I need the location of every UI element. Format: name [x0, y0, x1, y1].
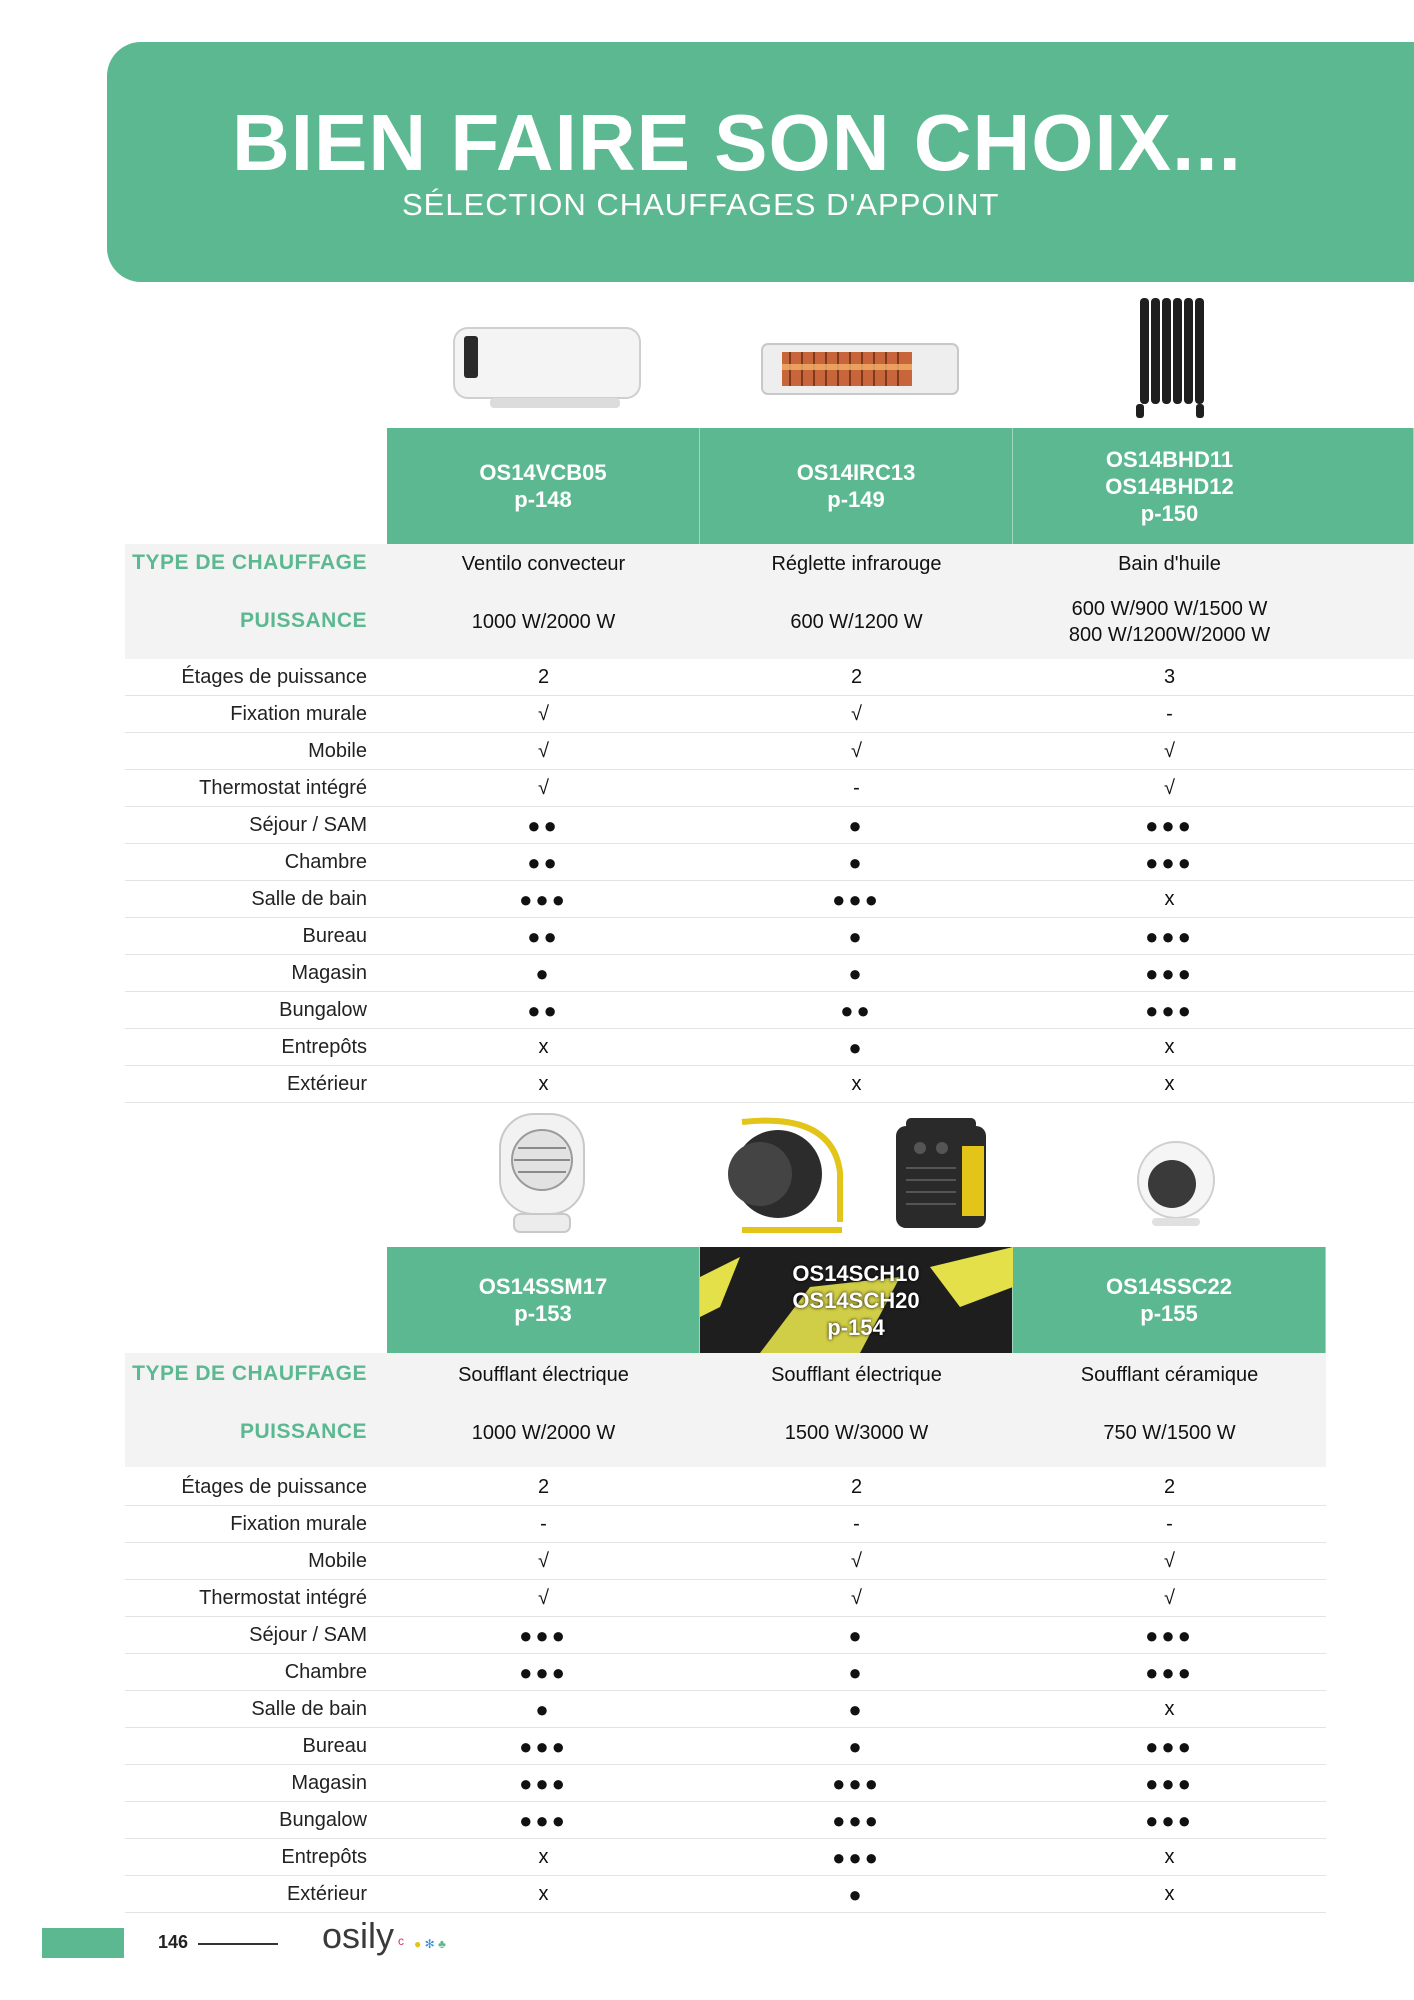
row-value: ●●● — [1145, 1623, 1194, 1648]
product-header-cell — [1013, 428, 1414, 544]
product-page: p-154 — [827, 1314, 885, 1340]
row-value: √ — [851, 703, 862, 725]
row-label: Bungalow — [279, 1809, 367, 1831]
row-label: Magasin — [291, 1772, 367, 1794]
type-label: TYPE DE CHAUFFAGE — [132, 1362, 367, 1385]
product-code: OS14SSC22 — [1106, 1274, 1232, 1299]
ceramic-heater-image — [1134, 1138, 1218, 1228]
row-value: x — [1164, 888, 1175, 910]
table-row — [125, 1506, 1326, 1543]
product-code: OS14IRC13 — [796, 460, 916, 485]
row-value: ● — [848, 1697, 865, 1722]
row-value: x — [1164, 1883, 1175, 1905]
row-value: ●● — [527, 813, 560, 838]
row-value: ● — [848, 813, 865, 838]
product-header-row — [0, 1247, 1414, 1353]
table-row — [125, 992, 1414, 1029]
row-value: x — [1164, 1698, 1175, 1720]
row-label: Extérieur — [286, 1883, 367, 1905]
row-value: x — [538, 1846, 549, 1868]
row-value: ●●● — [519, 1734, 568, 1759]
row-value: √ — [1164, 740, 1175, 762]
table-row — [125, 659, 1414, 696]
row-value: √ — [851, 1550, 862, 1572]
row-value: ●●● — [1145, 924, 1194, 949]
infrared-strip-heater-image — [760, 338, 960, 400]
row-value: ●●● — [1145, 1771, 1194, 1796]
row-value: x — [1164, 1846, 1175, 1868]
row-value: √ — [538, 740, 549, 762]
row-value: ●●● — [1145, 813, 1194, 838]
table-row — [125, 1617, 1326, 1654]
product-code: OS14SCH10 OS14SCH20 — [792, 1260, 920, 1313]
row-value: ● — [848, 1734, 865, 1759]
row-label: Thermostat intégré — [199, 1587, 367, 1609]
table-row — [125, 1580, 1326, 1617]
type-value: Bain d'huile — [1118, 553, 1221, 575]
row-value: ●●● — [519, 887, 568, 912]
product-header-cell — [387, 1247, 700, 1353]
table-row — [125, 1765, 1326, 1802]
row-label: Bungalow — [279, 999, 367, 1021]
row-value: √ — [538, 1587, 549, 1609]
table-row — [125, 1066, 1414, 1103]
brand-logo-decoration: ● ✻ ♣ — [414, 1937, 446, 1951]
row-label: Thermostat intégré — [199, 777, 367, 799]
power-value: 1000 W/2000 W — [471, 1422, 616, 1444]
row-label: Magasin — [291, 962, 367, 984]
type-label: TYPE DE CHAUFFAGE — [132, 551, 367, 574]
power-value: 600 W/900 W/1500 W 800 W/1200W/2000 W — [1068, 598, 1271, 646]
row-value: ●●● — [519, 1808, 568, 1833]
table-row — [125, 770, 1414, 807]
oil-radiator-image — [1132, 292, 1208, 424]
table-row — [125, 1839, 1326, 1876]
wall-fan-heater-image — [450, 320, 646, 410]
row-value: ●●● — [832, 1808, 881, 1833]
row-value: √ — [851, 740, 862, 762]
row-value: 2 — [537, 1476, 550, 1498]
row-value: ● — [848, 1035, 865, 1060]
row-value: ● — [848, 1660, 865, 1685]
footer-accent-bar — [42, 1928, 124, 1958]
row-label: Séjour / SAM — [249, 814, 367, 836]
row-label: Chambre — [284, 1661, 367, 1683]
row-value: 2 — [850, 1476, 863, 1498]
row-value: √ — [538, 777, 549, 799]
row-label: Bureau — [302, 1735, 367, 1757]
product-header-cell — [700, 428, 1013, 544]
row-value: ● — [848, 850, 865, 875]
row-value: - — [853, 777, 860, 799]
row-label: Entrepôts — [281, 1036, 367, 1058]
product-header-cell — [1013, 1247, 1326, 1353]
type-value: Réglette infrarouge — [771, 553, 942, 575]
row-label: Étages de puissance — [181, 1476, 367, 1498]
row-value: ●● — [527, 998, 560, 1023]
row-value: 3 — [1163, 666, 1176, 688]
row-label: Entrepôts — [281, 1846, 367, 1868]
page-number: 146 — [158, 1932, 189, 1952]
industrial-box-heater-image — [892, 1116, 990, 1232]
table-row — [125, 1876, 1326, 1913]
row-value: ● — [535, 961, 552, 986]
table-row — [125, 696, 1414, 733]
row-value: √ — [538, 703, 549, 725]
row-value: √ — [851, 1587, 862, 1609]
row-value: ● — [848, 1882, 865, 1907]
table-row — [125, 844, 1414, 881]
power-value: 1500 W/3000 W — [784, 1422, 929, 1444]
row-label: Salle de bain — [251, 888, 367, 910]
table-row — [125, 1543, 1326, 1580]
power-value: 750 W/1500 W — [1103, 1422, 1236, 1444]
row-label: Mobile — [308, 740, 367, 762]
table-row — [125, 1691, 1326, 1728]
footer-divider — [198, 1943, 278, 1945]
row-value: x — [538, 1883, 549, 1905]
table-row — [125, 955, 1414, 992]
table-row — [125, 918, 1414, 955]
row-label: Fixation murale — [230, 1513, 367, 1535]
power-label: PUISSANCE — [239, 1420, 367, 1443]
row-value: x — [1164, 1036, 1175, 1058]
industrial-heater-image — [722, 1112, 852, 1240]
row-value: ●●● — [519, 1660, 568, 1685]
row-value: x — [538, 1036, 549, 1058]
row-label: Salle de bain — [251, 1698, 367, 1720]
row-label: Chambre — [284, 851, 367, 873]
row-value: - — [853, 1513, 860, 1535]
row-label: Fixation murale — [230, 703, 367, 725]
fan-heater-image — [492, 1110, 592, 1238]
table-row — [125, 1654, 1326, 1691]
product-code: OS14BHD11 OS14BHD12 — [1105, 446, 1234, 499]
product-page: p-149 — [827, 487, 885, 512]
row-value: √ — [1164, 1550, 1175, 1572]
power-value: 1000 W/2000 W — [471, 611, 616, 633]
product-page: p-155 — [1140, 1301, 1198, 1326]
row-value: ●●● — [832, 1771, 881, 1796]
table-row — [125, 881, 1414, 918]
product-page: p-150 — [1140, 500, 1199, 526]
power-label: PUISSANCE — [239, 609, 367, 632]
power-value: 600 W/1200 W — [790, 611, 923, 633]
row-value: ●●● — [1145, 1660, 1194, 1685]
row-value: ● — [535, 1697, 552, 1722]
product-header-row — [0, 428, 1414, 544]
table-row — [125, 1802, 1326, 1839]
page-subtitle: SÉLECTION CHAUFFAGES D'APPOINT — [402, 187, 1000, 222]
row-value: x — [1164, 1073, 1175, 1095]
type-value: Soufflant céramique — [1080, 1364, 1259, 1386]
row-value: ●● — [527, 850, 560, 875]
page-title: BIEN FAIRE SON CHOIX... — [232, 98, 1242, 187]
row-value: ●●● — [1145, 850, 1194, 875]
product-header-cell — [700, 1247, 1013, 1353]
row-value: √ — [1164, 1587, 1175, 1609]
row-value: √ — [1164, 777, 1175, 799]
row-value: ●●● — [1145, 1808, 1194, 1833]
brand-logo: osily — [322, 1915, 395, 1956]
row-value: 2 — [850, 666, 863, 688]
row-value: ● — [848, 1623, 865, 1648]
table-row — [125, 1029, 1414, 1066]
product-page: p-153 — [514, 1301, 572, 1326]
type-value: Soufflant électrique — [771, 1364, 942, 1386]
row-value: - — [540, 1513, 547, 1535]
row-value: ● — [848, 961, 865, 986]
row-value: ●●● — [832, 1845, 881, 1870]
row-value: x — [851, 1073, 862, 1095]
row-value: 2 — [537, 666, 550, 688]
product-code: OS14VCB05 — [479, 460, 607, 485]
row-value: ●●● — [519, 1623, 568, 1648]
row-value: x — [538, 1073, 549, 1095]
row-value: √ — [538, 1550, 549, 1572]
row-label: Bureau — [302, 925, 367, 947]
title-banner — [107, 42, 1414, 282]
row-label: Extérieur — [286, 1073, 367, 1095]
row-value: - — [1166, 1513, 1173, 1535]
row-value: ●●● — [1145, 1734, 1194, 1759]
row-label: Séjour / SAM — [249, 1624, 367, 1646]
row-value: ●●● — [1145, 961, 1194, 986]
type-value: Soufflant électrique — [458, 1364, 629, 1386]
row-value: 2 — [1163, 1476, 1176, 1498]
row-value: ● — [848, 924, 865, 949]
row-value: ●●● — [1145, 998, 1194, 1023]
table-row — [125, 807, 1414, 844]
row-label: Mobile — [308, 1550, 367, 1572]
table-row — [125, 1728, 1326, 1765]
row-value: ●● — [840, 998, 873, 1023]
row-value: - — [1166, 703, 1173, 725]
product-code: OS14SSM17 — [478, 1274, 608, 1299]
table-row — [125, 733, 1414, 770]
row-value: ●●● — [832, 887, 881, 912]
row-value: ●● — [527, 924, 560, 949]
product-header-cell — [387, 428, 700, 544]
row-label: Étages de puissance — [181, 666, 367, 688]
type-value: Ventilo convecteur — [461, 553, 626, 575]
row-value: ●●● — [519, 1771, 568, 1796]
product-page: p-148 — [514, 487, 572, 512]
brand-logo-suffix: c — [398, 1934, 404, 1948]
table-row — [125, 1469, 1326, 1506]
